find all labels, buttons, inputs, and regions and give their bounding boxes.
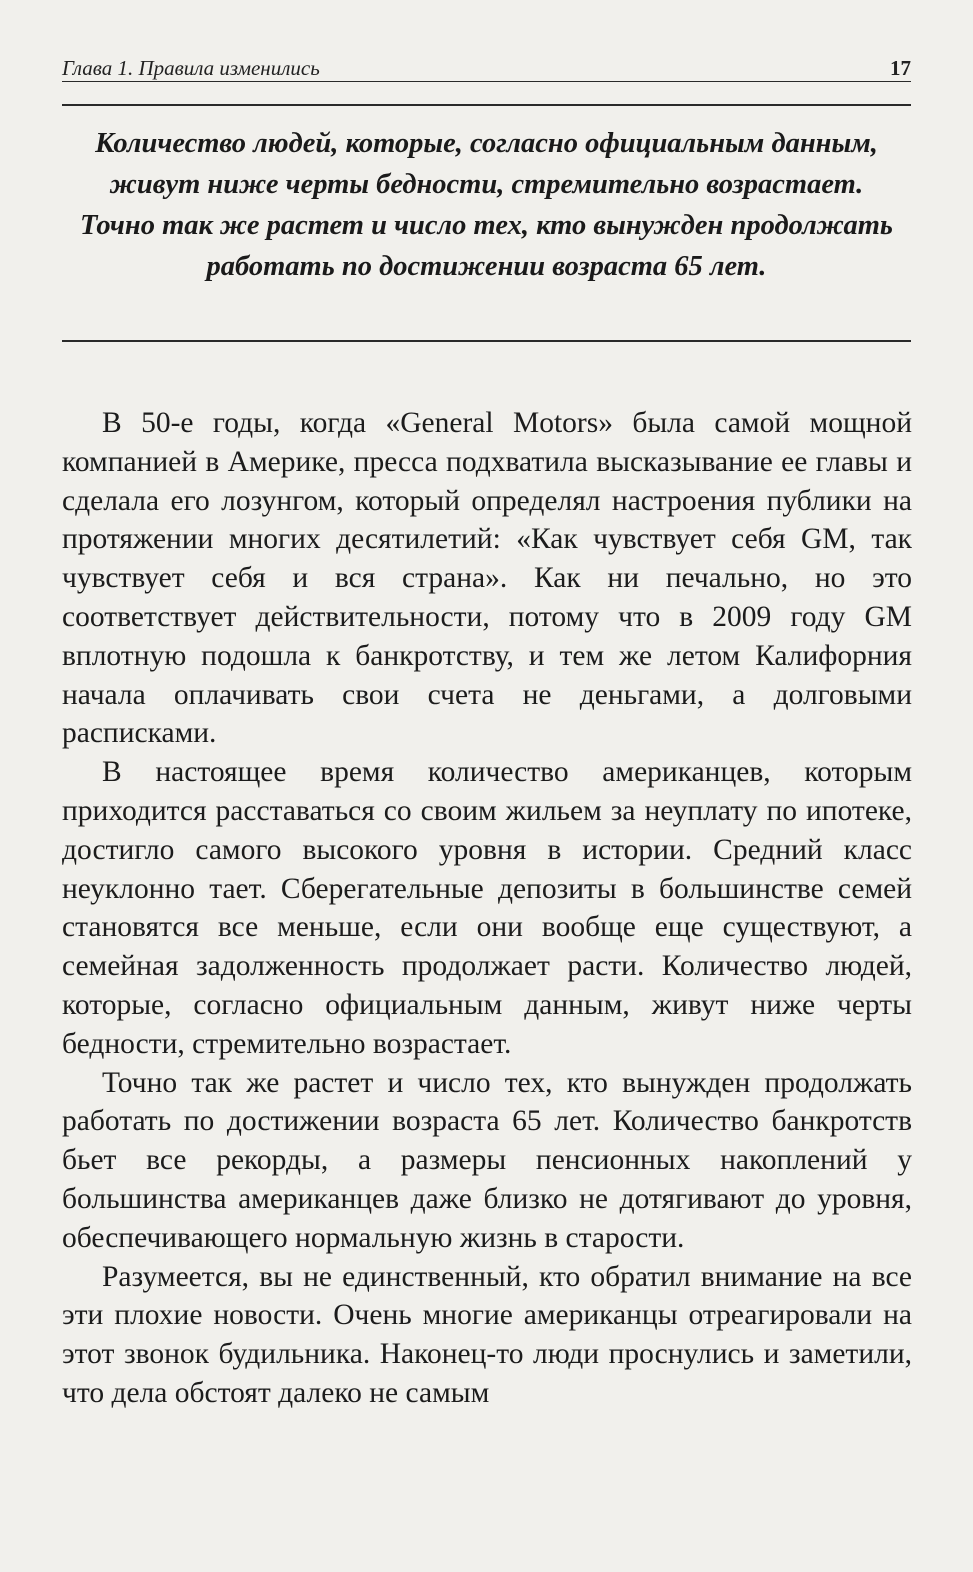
paragraph: Разумеется, вы не единственный, кто обратил внимание на все эти плохие новости. Очень многие американцы отреагировали на этот звонок будильника. Наконец-то люди проснулись и заметили, что дела обстоят далеко не самым xyxy=(62,1260,912,1409)
pull-quote-text: Количество людей, которые, согласно официальным данным, живут ниже черты бедности, стремительно возрастает. Точно так же растет и число тех, кто вынужден продолжать работать по достижении возраста 65 лет. xyxy=(80,128,893,282)
paragraph: Точно так же растет и число тех, кто вынужден продолжать работать по достижении возраста 65 лет. Количество банкротств бьет все рекорды, а размеры пенсионных накоплений у большинства американцев даже близко не дотягивают до уровня, обеспечивающего нормальную жизнь в старости. xyxy=(62,1066,912,1254)
body-text xyxy=(62,404,912,1413)
page-number: 17 xyxy=(890,56,911,80)
running-header xyxy=(62,46,911,82)
chapter-title: Глава 1. Правила изменились xyxy=(62,56,320,80)
pull-quote xyxy=(62,104,911,342)
paragraph: В 50-е годы, когда «General Motors» была самой мощной компанией в Америке, пресса подхватила высказывание ее главы и сделала его лозунгом, который определял настроения публики на протяжении многих десятилетий: «Как чувствует себя GM, так чувствует себя и вся страна». Как ни печально, но это соответствует действительности, потому что в 2009 году GM вплотную подошла к банкротству, и тем же летом Калифорния начала оплачивать свои счета не деньгами, а долговыми расписками. xyxy=(62,407,912,750)
paragraph: В настоящее время количество американцев, которым приходится расставаться со своим жильем за неуплату по ипотеке, достигло самого высокого уровня в истории. Средний класс неуклонно тает. Сберегательные депозиты в большинстве семей становятся все меньше, если они вообще еще существуют, а семейная задолженность продолжает расти. Количество людей, которые, согласно официальным данным, живут ниже черты бедности, стремительно возрастает. xyxy=(62,756,912,1060)
